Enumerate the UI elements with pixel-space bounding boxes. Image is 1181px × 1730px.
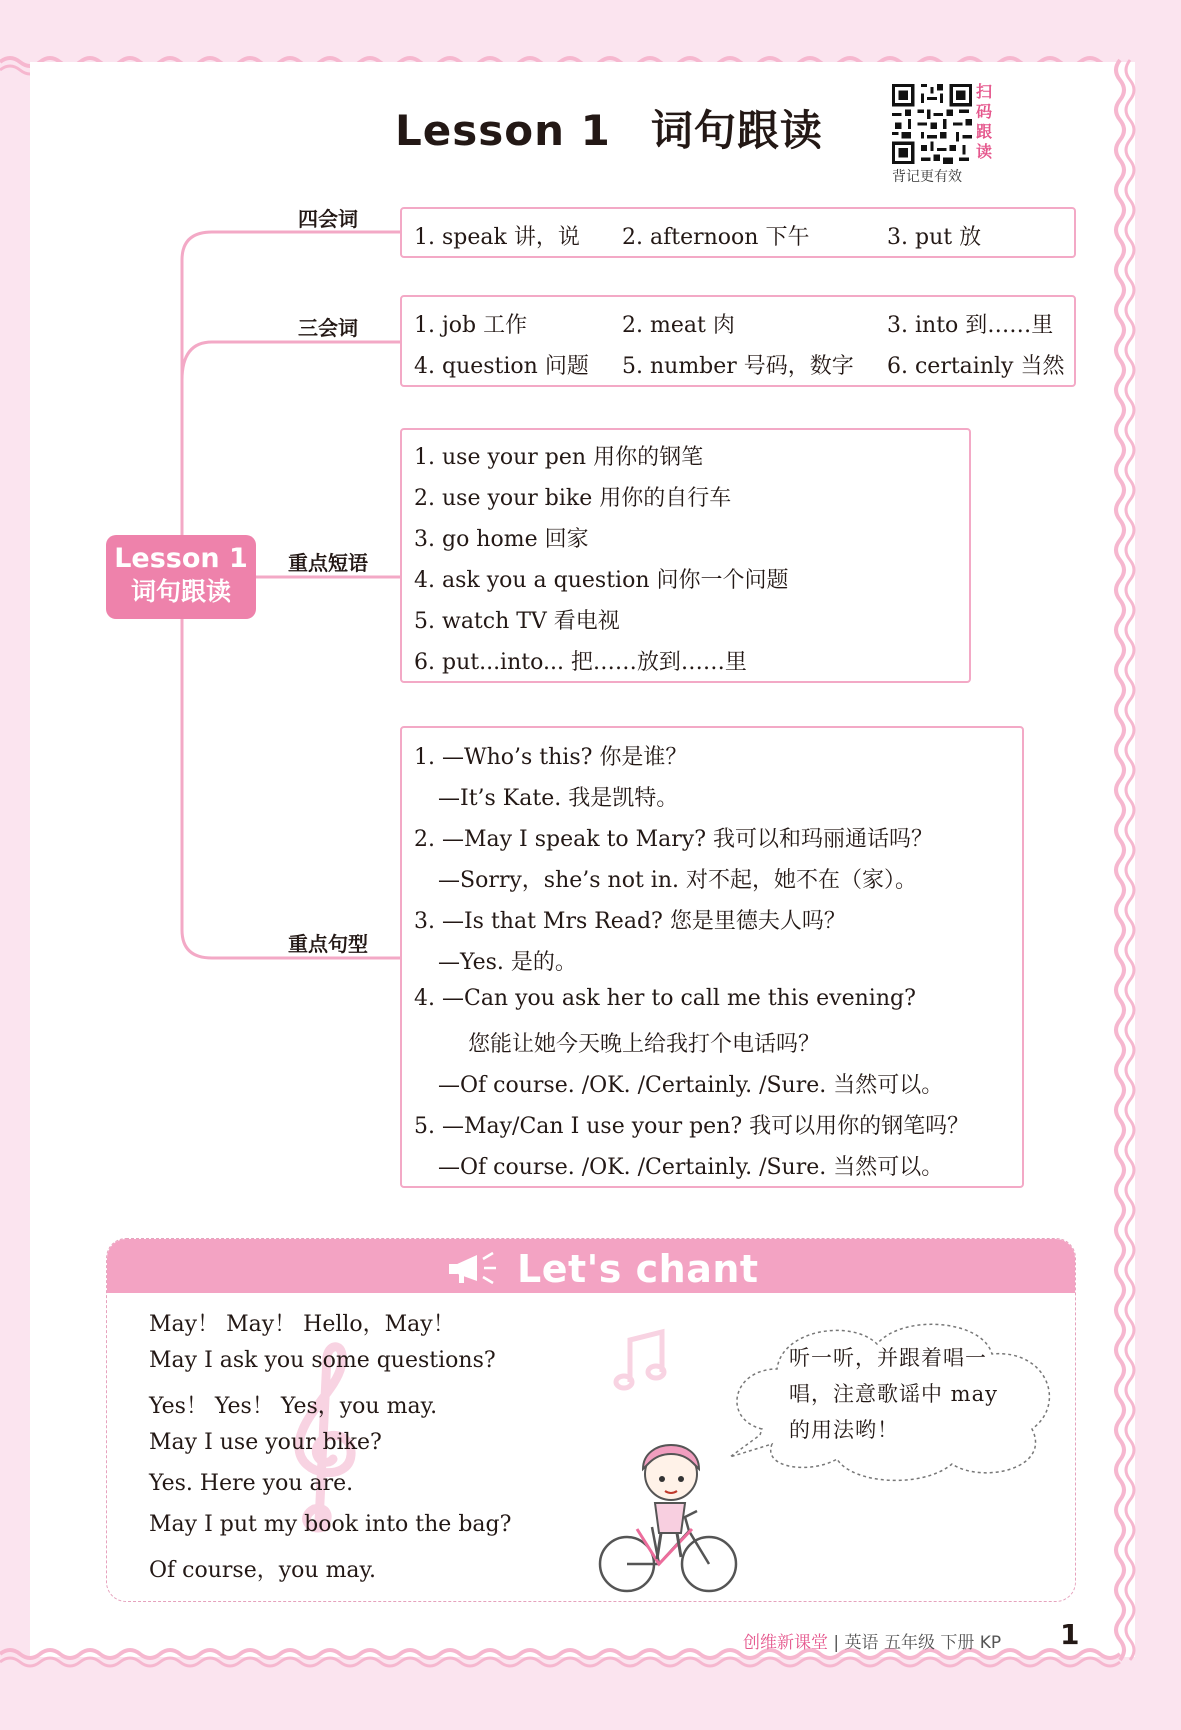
sentence-line: 您能让她今天晚上给我打个电话吗？ [468, 1032, 821, 1057]
qr-side-char: 跟 [976, 122, 993, 141]
key-sentences-box [400, 726, 1024, 1188]
key-phrases-label: 重点短语 [288, 551, 368, 575]
sentence-line: 1. —Who’s this? 你是谁？ [414, 745, 688, 770]
chant-line: May I use your bike? [149, 1430, 382, 1455]
sentence-line: 4. —Can you ask her to call me this evening? [414, 986, 916, 1011]
word-item: 2. afternoon 下午 [622, 225, 810, 250]
three-skill-words-box [400, 295, 1076, 387]
qr-caption: 背记更有效 [892, 169, 962, 185]
qr-side-char: 码 [976, 102, 993, 121]
chant-title: Let's chant [517, 1247, 759, 1291]
megaphone-icon [447, 1249, 511, 1287]
lesson-subtitle: 词句跟读 [650, 106, 823, 155]
footer-separator: | [833, 1633, 840, 1653]
word-item: 3. put 放 [887, 225, 982, 250]
chant-line: Yes. Here you are. [149, 1471, 354, 1496]
chant-line: May I put my book into the bag? [149, 1512, 512, 1537]
phrase-item: 4. ask you a question 问你一个问题 [414, 568, 789, 593]
music-notes-icon [612, 1324, 672, 1394]
sentence-line: —Sorry，she’s not in. 对不起，她不在（家）。 [438, 868, 917, 893]
word-item: 4. question 问题 [414, 354, 589, 379]
word-item: 1. job 工作 [414, 313, 528, 338]
footer-brand: 创维新课堂 [743, 1633, 828, 1653]
phrase-item: 5. watch TV 看电视 [414, 609, 620, 634]
phrase-item: 6. put...into... 把……放到……里 [414, 650, 747, 675]
key-phrases-box [400, 428, 971, 683]
chant-line: May！ May！ Hello，May！ [149, 1312, 455, 1337]
page-number: 1 [1060, 1618, 1080, 1651]
bubble-line: 听一听，并跟着唱一 [789, 1346, 987, 1370]
chant-line: Yes！ Yes！ Yes，you may. [149, 1394, 438, 1419]
footer-info: 英语 五年级 下册 KP [844, 1633, 1002, 1653]
word-item: 1. speak 讲，说 [414, 225, 580, 250]
bubble-line: 的用法哟！ [789, 1418, 899, 1442]
sentence-line: —Yes. 是的。 [438, 950, 577, 975]
lesson-hub-badge [106, 535, 256, 619]
word-item: 5. number 号码，数字 [622, 354, 854, 379]
three-skill-words-label: 三会词 [298, 316, 358, 340]
bubble-line: 唱，注意歌谣中 may [789, 1382, 998, 1406]
chant-line: May I ask you some questions? [149, 1348, 496, 1373]
lesson-title: Lesson 1 [395, 106, 611, 155]
phrase-item: 2. use your bike 用你的自行车 [414, 486, 732, 511]
sentence-line: —Of course. /OK. /Certainly. /Sure. 当然可以。 [438, 1073, 944, 1098]
phrase-item: 1. use your pen 用你的钢笔 [414, 445, 704, 470]
qr-side-char: 读 [976, 142, 993, 161]
footer [743, 1628, 1001, 1653]
four-skill-words-box [400, 207, 1076, 258]
word-item: 3. into 到……里 [887, 313, 1054, 338]
hub-line-1: Lesson 1 [114, 543, 248, 574]
sentence-line: —Of course. /OK. /Certainly. /Sure. 当然可以。 [438, 1155, 944, 1180]
word-item: 2. meat 肉 [622, 313, 735, 338]
sentence-line: 3. —Is that Mrs Read? 您是里德夫人吗？ [414, 909, 846, 934]
key-sentences-label: 重点句型 [288, 932, 368, 956]
phrase-item: 3. go home 回家 [414, 527, 589, 552]
four-skill-words-label: 四会词 [298, 207, 358, 231]
lets-chant-panel [106, 1238, 1076, 1602]
chant-line: Of course，you may. [149, 1558, 377, 1583]
qr-side-char: 扫 [976, 82, 993, 101]
sentence-line: —It’s Kate. 我是凯特。 [438, 786, 679, 811]
sentence-line: 2. —May I speak to Mary? 我可以和玛丽通话吗？ [414, 827, 934, 852]
word-item: 6. certainly 当然 [887, 354, 1065, 379]
sentence-line: 5. —May/Can I use your pen? 我可以用你的钢笔吗？ [414, 1114, 970, 1139]
hub-line-2: 词句跟读 [130, 577, 231, 606]
chant-header [107, 1239, 1075, 1293]
